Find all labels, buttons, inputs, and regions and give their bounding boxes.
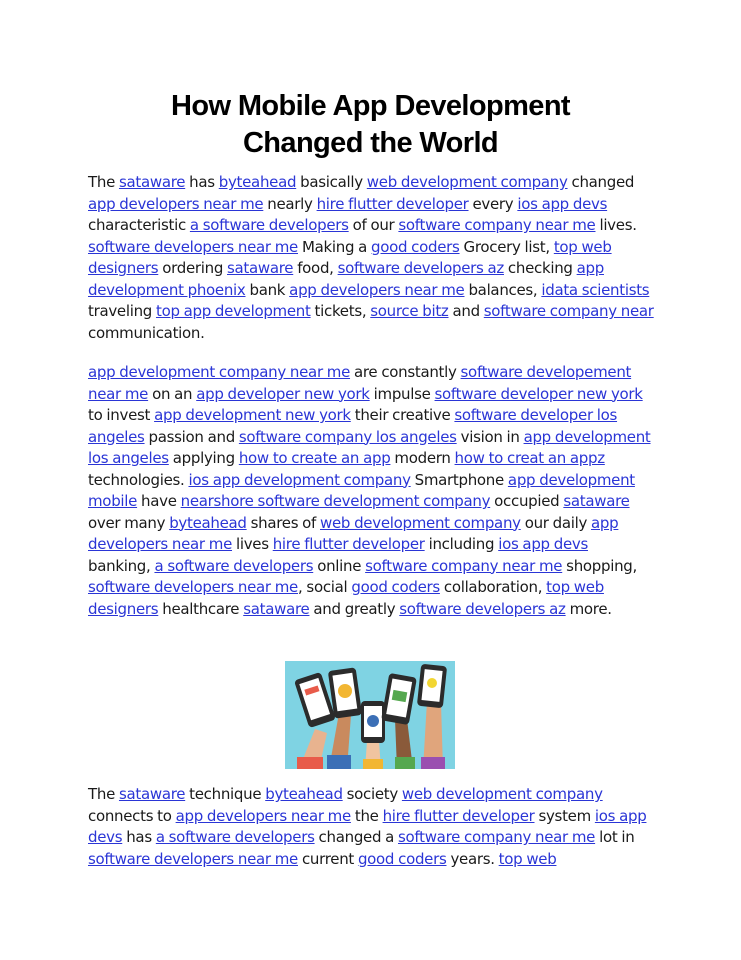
inline-link[interactable]: top web bbox=[498, 849, 557, 868]
inline-link[interactable]: ios app devs bbox=[498, 535, 588, 553]
inline-link[interactable]: a software developers bbox=[154, 556, 314, 575]
inline-link[interactable]: software company near me bbox=[365, 556, 563, 575]
body-text: lot in bbox=[595, 828, 635, 846]
body-text: food, bbox=[293, 259, 338, 277]
body-text: our daily bbox=[520, 513, 592, 532]
body-text: current bbox=[298, 849, 358, 868]
body-text: online bbox=[313, 556, 366, 575]
body-text: are constantly bbox=[350, 363, 461, 381]
body-text: passion and bbox=[144, 427, 239, 446]
inline-link[interactable]: hire flutter developer bbox=[272, 535, 425, 553]
inline-link[interactable]: idata scientists bbox=[541, 280, 650, 299]
body-text: over many bbox=[88, 513, 170, 532]
body-text: nearly bbox=[263, 194, 317, 213]
inline-link[interactable]: ios app devs bbox=[517, 194, 608, 213]
body-text: characteristic bbox=[88, 216, 190, 234]
inline-link[interactable]: web development company bbox=[320, 513, 521, 532]
body-text: bank bbox=[245, 280, 290, 299]
body-text: their creative bbox=[350, 406, 455, 424]
body-text: modern bbox=[390, 449, 455, 467]
body-text: Making a bbox=[298, 237, 372, 256]
inline-link[interactable]: how to creat an appz bbox=[454, 449, 605, 467]
inline-link[interactable]: ios app development company bbox=[188, 470, 411, 489]
inline-link[interactable]: software developers near me bbox=[88, 578, 298, 596]
inline-link[interactable]: software company near me bbox=[398, 828, 596, 846]
body-text: , social bbox=[298, 578, 352, 596]
inline-link[interactable]: software company near bbox=[483, 302, 654, 320]
inline-link[interactable]: app development new york bbox=[154, 406, 351, 424]
inline-link[interactable]: sataware bbox=[243, 599, 310, 618]
body-text: communication. bbox=[88, 323, 205, 342]
body-text: tickets, bbox=[310, 302, 371, 320]
inline-link[interactable]: sataware bbox=[118, 173, 186, 191]
body-text: The bbox=[88, 785, 119, 803]
body-text: the bbox=[350, 806, 383, 825]
body-text: and greatly bbox=[309, 599, 400, 618]
body-text: of our bbox=[348, 216, 399, 234]
body-text: has bbox=[122, 828, 156, 846]
inline-link[interactable]: byteahead bbox=[218, 173, 297, 191]
inline-link[interactable]: sataware bbox=[563, 492, 630, 510]
body-text: lives bbox=[232, 535, 273, 553]
inline-link[interactable]: a software developers bbox=[155, 828, 315, 846]
inline-link[interactable]: sataware bbox=[227, 259, 294, 277]
inline-link[interactable]: app developers near me bbox=[289, 280, 465, 299]
body-text: The bbox=[88, 173, 119, 191]
inline-link[interactable]: byteahead bbox=[169, 513, 247, 532]
inline-link[interactable]: top web designers bbox=[88, 578, 604, 618]
body-text: has bbox=[185, 173, 219, 191]
title-line-1: How Mobile App Development bbox=[170, 90, 570, 122]
inline-link[interactable]: app developers near me bbox=[175, 806, 351, 825]
inline-link[interactable]: byteahead bbox=[265, 785, 343, 803]
inline-link[interactable]: software developers near me bbox=[88, 237, 298, 256]
body-text: years. bbox=[446, 849, 499, 868]
inline-link[interactable]: app developers near me bbox=[88, 194, 264, 213]
body-text: Smartphone bbox=[410, 470, 508, 489]
inline-link[interactable]: app development company near me bbox=[88, 363, 351, 381]
body-text: balances, bbox=[464, 280, 542, 299]
body-text: checking bbox=[503, 259, 577, 277]
inline-link[interactable]: software company near me bbox=[398, 216, 596, 234]
inline-link[interactable]: hire flutter developer bbox=[382, 806, 535, 825]
title-line-2: Changed the World bbox=[242, 127, 499, 159]
inline-link[interactable]: web development company bbox=[366, 173, 568, 191]
inline-link[interactable]: good coders bbox=[357, 849, 447, 868]
body-text: to invest bbox=[88, 406, 155, 424]
body-text: every bbox=[468, 194, 518, 213]
paragraph-2 bbox=[88, 362, 654, 620]
body-text: lives. bbox=[595, 216, 637, 234]
inline-link[interactable]: software developers az bbox=[399, 599, 566, 618]
body-text: on an bbox=[148, 384, 197, 403]
body-text: banking, bbox=[88, 556, 155, 575]
inline-link[interactable]: hire flutter developer bbox=[316, 194, 469, 213]
body-text: have bbox=[137, 492, 181, 510]
paragraph-1 bbox=[88, 172, 654, 344]
body-text: shares of bbox=[246, 513, 320, 532]
inline-link[interactable]: top app development bbox=[155, 302, 311, 320]
inline-link[interactable]: sataware bbox=[118, 785, 186, 803]
body-text: technologies. bbox=[88, 470, 189, 489]
body-text: ordering bbox=[158, 259, 228, 277]
paragraph-3 bbox=[88, 784, 654, 870]
body-text: changed a bbox=[314, 828, 399, 846]
inline-link[interactable]: top web designers bbox=[88, 237, 612, 277]
body-text: traveling bbox=[88, 302, 156, 320]
body-text: Grocery list, bbox=[459, 237, 554, 256]
inline-link[interactable]: app development mobile bbox=[88, 470, 635, 510]
body-text: system bbox=[534, 806, 595, 825]
body-text: connects to bbox=[88, 806, 176, 825]
inline-link[interactable]: software company los angeles bbox=[238, 427, 457, 446]
body-text: technique bbox=[185, 785, 266, 803]
inline-link[interactable]: a software developers bbox=[189, 216, 349, 234]
inline-link[interactable]: software developement near me bbox=[88, 363, 632, 403]
inline-link[interactable]: app developers near me bbox=[88, 513, 619, 553]
inline-link[interactable]: nearshore software development company bbox=[180, 492, 491, 510]
inline-link[interactable]: good coders bbox=[371, 237, 460, 256]
inline-link[interactable]: software developer los angeles bbox=[88, 406, 618, 446]
body-text: basically bbox=[296, 173, 367, 191]
inline-link[interactable]: how to create an app bbox=[238, 449, 391, 467]
inline-link[interactable]: web development company bbox=[401, 785, 603, 803]
body-text: and bbox=[448, 302, 484, 320]
inline-link[interactable]: app development phoenix bbox=[88, 259, 604, 299]
body-text: occupied bbox=[490, 492, 564, 510]
body-text: including bbox=[424, 535, 499, 553]
hands-holding-smartphones-icon bbox=[285, 661, 455, 769]
inline-link[interactable]: good coders bbox=[351, 578, 440, 596]
inline-link[interactable]: source bitz bbox=[370, 302, 449, 320]
body-text: impulse bbox=[369, 384, 435, 403]
inline-link[interactable]: software developer new york bbox=[434, 384, 643, 403]
body-text: applying bbox=[168, 449, 239, 467]
page-title bbox=[0, 88, 741, 162]
body-text: healthcare bbox=[158, 599, 244, 618]
body-text: vision in bbox=[456, 427, 524, 446]
inline-link[interactable]: app development los angeles bbox=[88, 427, 651, 467]
inline-link[interactable]: app developer new york bbox=[196, 384, 370, 403]
body-text: society bbox=[342, 785, 402, 803]
inline-link[interactable]: software developers az bbox=[337, 259, 504, 277]
body-text: changed bbox=[567, 173, 635, 191]
inline-link[interactable]: software developers near me bbox=[88, 849, 298, 868]
body-text: more. bbox=[565, 599, 612, 618]
body-text: shopping, bbox=[562, 556, 637, 575]
inline-link[interactable]: ios app devs bbox=[88, 806, 647, 846]
body-text: collaboration, bbox=[439, 578, 547, 596]
